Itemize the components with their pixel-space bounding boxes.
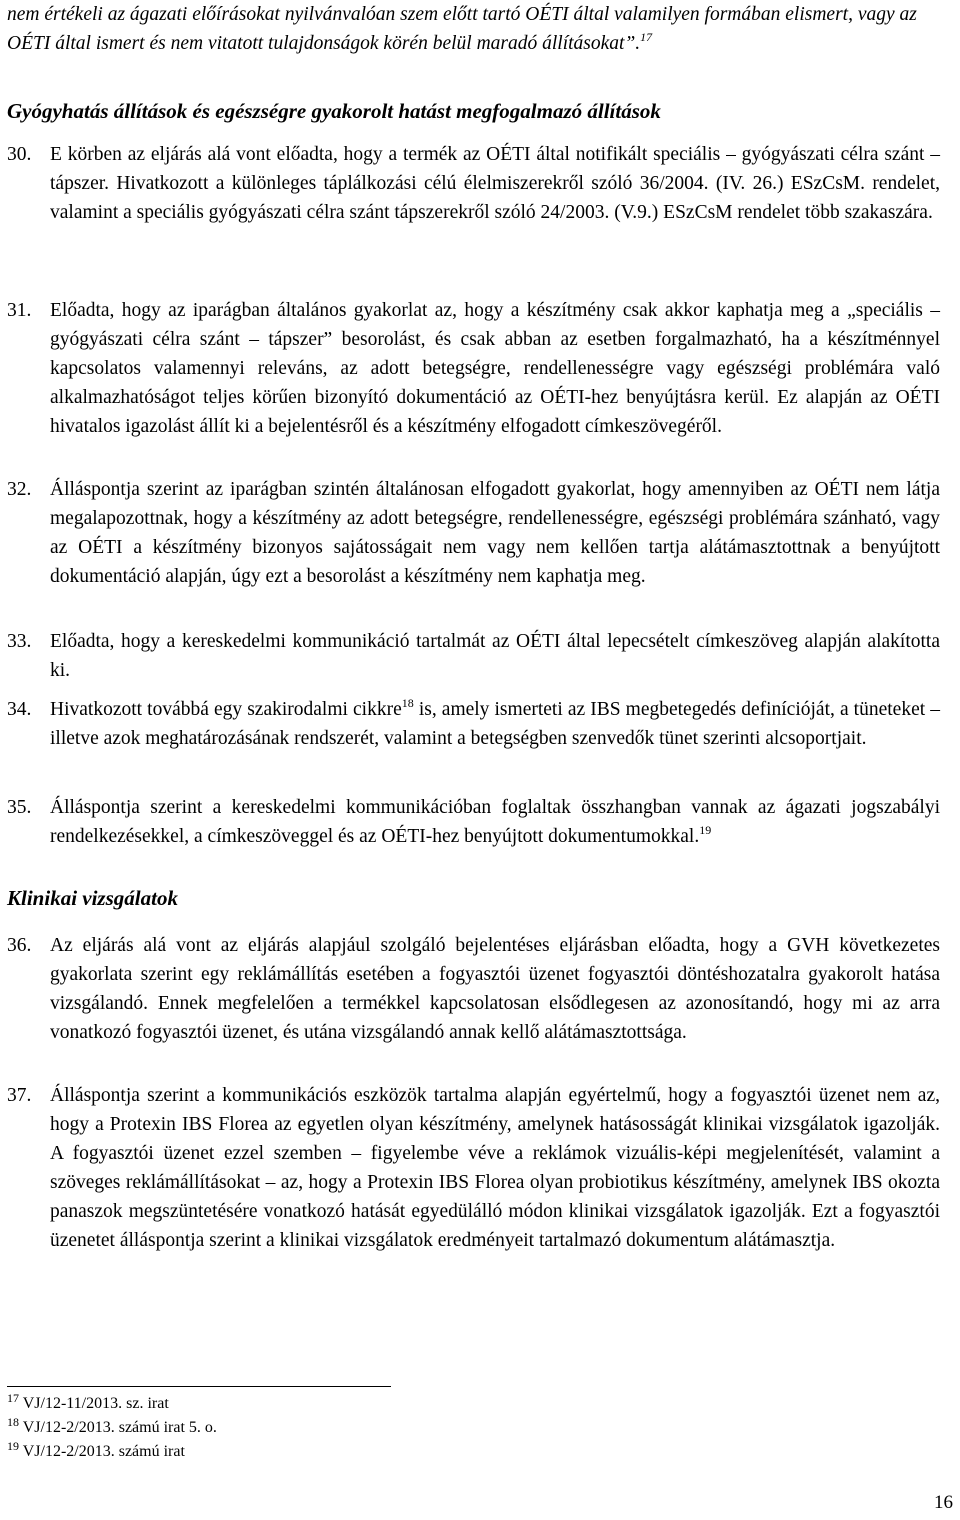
paragraph-text: Az eljárás alá vont az eljárás alapjául szolgáló bejelentéses eljárásban előadta, hogy a GVH következetes gyakorlata szerint egy reklámállítás esetében a fogyasztói üzenet fogyasztói döntéshozatalra gyakorolt hatása vizsgálandó. Ennek megfelelően a termékkel kapcsolatosan elsődlegesen az azonosítandó, hogy mi az arra vonatkozó fogyasztói üzenet, és utána vizsgálandó annak kellő alátámasztottsága. bbox=[50, 935, 940, 1043]
section-heading-clinical-trials: Klinikai vizsgálatok bbox=[7, 886, 178, 910]
paragraph-number: 35. bbox=[7, 797, 32, 818]
footnote-text: VJ/12-2/2013. számú irat 5. o. bbox=[22, 1419, 217, 1436]
footnote-number: 19 bbox=[7, 1439, 19, 1453]
footnote-ref-19[interactable]: 19 bbox=[699, 823, 712, 837]
paragraph-text: Álláspontja szerint az iparágban szintén általánosan elfogadott gyakorlat, hogy amennyiben az OÉTI nem látja megalapozottnak, hogy a készítmény az adott betegségre, rendellenességre, egészségi problémára szánható, vagy az OÉTI a készítmény bizonyos sajátosságait nem vagy nem kellően tartja alátámasztottnak a benyújtott dokumentáció alapján, úgy ezt a besorolást a készítmény nem kaphatja meg. bbox=[50, 479, 940, 587]
footnote-text: VJ/12-11/2013. sz. irat bbox=[22, 1395, 169, 1412]
footnote-text: VJ/12-2/2013. számú irat bbox=[22, 1443, 185, 1460]
footnote-18 bbox=[7, 1416, 217, 1440]
paragraph-37 bbox=[7, 1081, 940, 1255]
paragraph-36 bbox=[7, 931, 940, 1047]
paragraph-text: E körben az eljárás alá vont előadta, hogy a termék az OÉTI által notifikált speciális – gyógyászati célra szánt – tápszer. Hivatkozott a különleges táplálkozási célú élelmiszerekről szóló 36/2004. (IV. 26.) ESzCsM. rendelet, valamint a speciális gyógyászati célra szánt tápszerekről szóló 24/2003. (V.9.) ESzCsM rendelet több szakaszára. bbox=[50, 144, 940, 223]
section-heading-health-claims: Gyógyhatás állítások és egészségre gyakorolt hatást megfogalmazó állítások bbox=[7, 99, 661, 123]
footnote-19 bbox=[7, 1440, 217, 1464]
paragraph-text: Előadta, hogy a kereskedelmi kommunikáció tartalmát az OÉTI által lepecsételt címkeszöveg alapján alakította ki. bbox=[50, 631, 940, 681]
paragraph-31 bbox=[7, 296, 940, 441]
paragraph-number: 31. bbox=[7, 300, 32, 321]
paragraph-30 bbox=[7, 140, 940, 227]
paragraph-number: 37. bbox=[7, 1085, 32, 1106]
paragraph-text-b: is, amely ismerteti az IBS megbetegedés definícióját, a tüneteket – illetve azok meghatározásának rendszerét, valamint a betegségben szenvedők tünet szerinti alcsoportjait. bbox=[50, 699, 940, 749]
footnotes bbox=[7, 1392, 217, 1464]
paragraph-text-a: Hivatkozott továbbá egy szakirodalmi cikkre bbox=[50, 699, 402, 720]
footnote-ref-17[interactable]: 17 bbox=[640, 30, 653, 44]
paragraph-35 bbox=[7, 793, 940, 851]
paragraph-33 bbox=[7, 627, 940, 685]
paragraph-number: 32. bbox=[7, 479, 32, 500]
footnote-ref-18[interactable]: 18 bbox=[401, 696, 414, 710]
paragraph-text: Előadta, hogy az iparágban általános gyakorlat az, hogy a készítmény csak akkor kaphatja meg a „speciális – gyógyászati célra szánt – tápszer” besorolást, és csak abban az esetben forgalmazható, ha a készítménnyel kapcsolatos valamennyi releváns, az adott betegségre, rendellenességre vagy egészségi problémára való alkalmazhatóságot teljes körűen bizonyító dokumentáció az OÉTI-hez benyújtásra kerül. Ez alapján az OÉTI hivatalos igazolást állít ki a bejelentésről és a készítmény elfogadott címkeszövegéről. bbox=[50, 300, 940, 437]
paragraph-32 bbox=[7, 475, 940, 591]
paragraph-34 bbox=[7, 695, 940, 753]
paragraph-number: 33. bbox=[7, 631, 32, 652]
footnote-separator bbox=[7, 1386, 391, 1387]
footnote-17 bbox=[7, 1392, 217, 1416]
paragraph-text: Álláspontja szerint a kereskedelmi kommunikációban foglaltak összhangban vannak az ágazati jogszabályi rendelkezésekkel, a címkeszöveggel és az OÉTI-hez benyújtott dokumentumokkal. bbox=[50, 797, 940, 847]
paragraph-number: 30. bbox=[7, 144, 32, 165]
footnote-number: 17 bbox=[7, 1391, 19, 1405]
intro-paragraph bbox=[7, 0, 940, 58]
footnote-number: 18 bbox=[7, 1415, 19, 1429]
paragraph-number: 34. bbox=[7, 699, 32, 720]
page-number: 16 bbox=[934, 1492, 953, 1513]
intro-text: nem értékeli az ágazati előírásokat nyilvánvalóan szem előtt tartó OÉTI által valamilyen formában elismert, vagy az OÉTI által ismert és nem vitatott tulajdonságok körén belül maradó állításokat”. bbox=[7, 4, 917, 54]
paragraph-number: 36. bbox=[7, 935, 32, 956]
paragraph-text: Álláspontja szerint a kommunikációs eszközök tartalma alapján egyértelmű, hogy a fogyasztói üzenet nem az, hogy a Protexin IBS Florea az egyetlen olyan készítmény, amelynek hatásosságát klinikai vizsgálatok igazolják. A fogyasztói üzenet ezzel szemben – figyelembe véve a reklámok vizuális-képi megjelenítését, valamint a szöveges reklámállításokat – az, hogy a Protexin IBS Florea olyan probiotikus készítmény, amelynek IBS okozta panaszok megszüntetésére vonatkozó hatását egyedülálló módon klinikai vizsgálatok igazolják. Ezt a fogyasztói üzenetet álláspontja szerint a klinikai vizsgálatok eredményeit tartalmazó dokumentum alátámasztja. bbox=[50, 1085, 940, 1251]
